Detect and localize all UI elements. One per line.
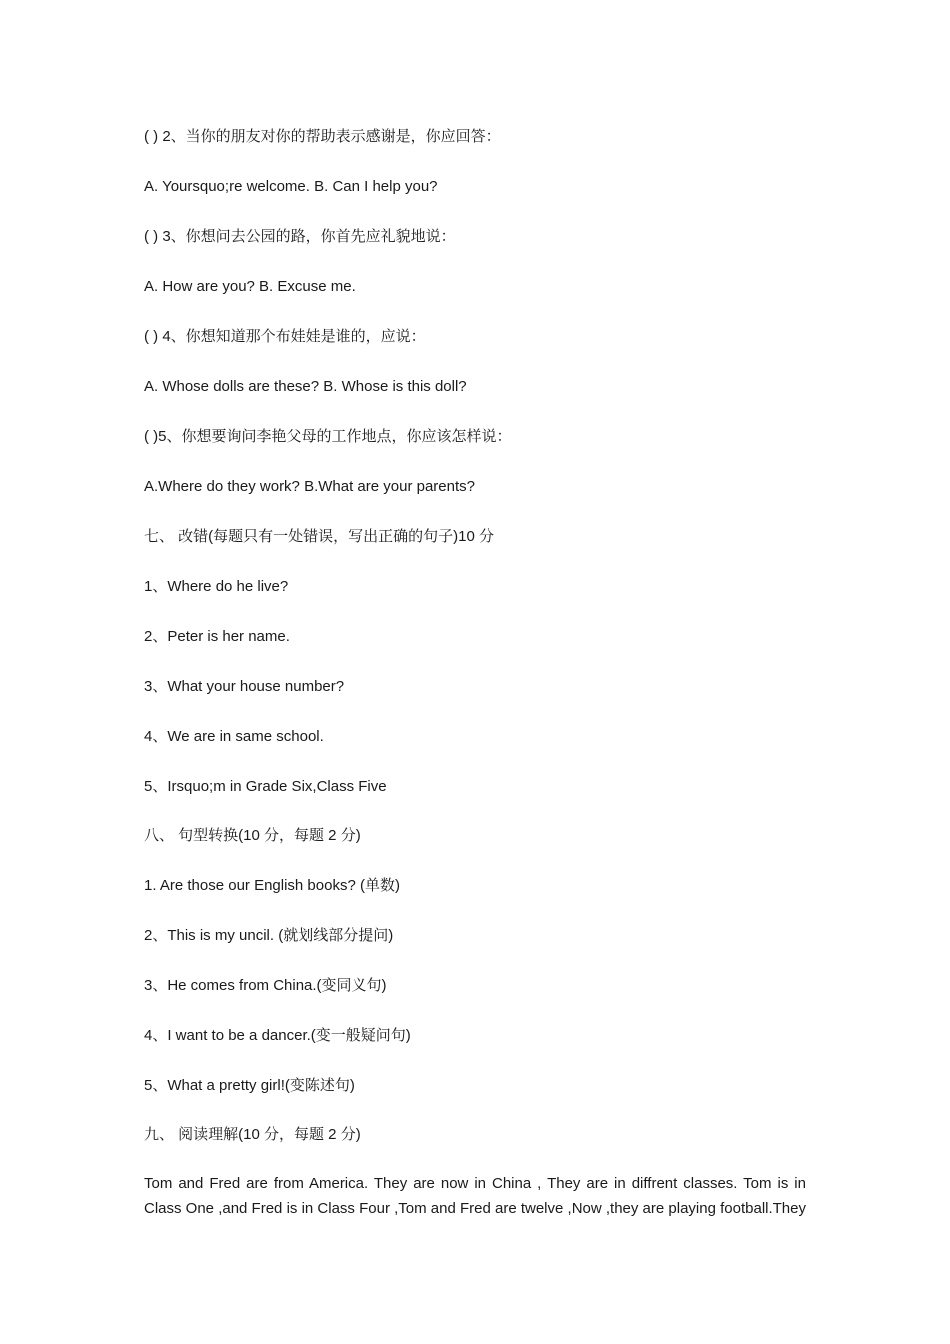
transform-item-5: 5、What a pretty girl!(变陈述句) — [144, 1077, 355, 1094]
transform-item-2: 2、This is my uncil. (就划线部分提问) — [144, 927, 394, 944]
correction-item-5: 5、Irsquo;m in Grade Six,Class Five — [144, 778, 387, 795]
transform-item-3: 3、He comes from China.(变同义句) — [144, 977, 387, 994]
reading-passage-line-1: Tom and Fred are from America. They are now in China , They are in diffrent classes. Tom is in — [144, 1175, 806, 1192]
question-4-prompt: ( ) 4、你想知道那个布娃娃是谁的，应说： — [144, 328, 426, 345]
question-5-options: A.Where do they work? B.What are your parents? — [144, 478, 475, 495]
section-8-heading: 八、 句型转换(10 分，每题 2 分) — [144, 827, 361, 844]
question-3-options: A. How are you? B. Excuse me. — [144, 278, 356, 295]
question-2-prompt: ( ) 2、当你的朋友对你的帮助表示感谢是，你应回答： — [144, 128, 501, 145]
section-9-heading: 九、 阅读理解(10 分，每题 2 分) — [144, 1126, 361, 1143]
correction-item-4: 4、We are in same school. — [144, 728, 324, 745]
question-3-prompt: ( ) 3、你想问去公园的路，你首先应礼貌地说： — [144, 228, 456, 245]
reading-passage-line-2: Class One ,and Fred is in Class Four ,Tom and Fred are twelve ,Now ,they are playing football.They — [144, 1200, 806, 1217]
correction-item-1: 1、Where do he live? — [144, 578, 289, 595]
question-2-options: A. Yoursquo;re welcome. B. Can I help you? — [144, 178, 438, 195]
correction-item-3: 3、What your house number? — [144, 678, 345, 695]
correction-item-2: 2、Peter is her name. — [144, 628, 290, 645]
question-5-prompt: ( )5、你想要询问李艳父母的工作地点，你应该怎样说： — [144, 428, 512, 445]
question-4-options: A. Whose dolls are these? B. Whose is this doll? — [144, 378, 467, 395]
transform-item-1: 1. Are those our English books? (单数) — [144, 877, 400, 894]
section-7-heading: 七、 改错(每题只有一处错误，写出正确的句子)10 分 — [144, 528, 495, 545]
transform-item-4: 4、I want to be a dancer.(变一般疑问句) — [144, 1027, 411, 1044]
